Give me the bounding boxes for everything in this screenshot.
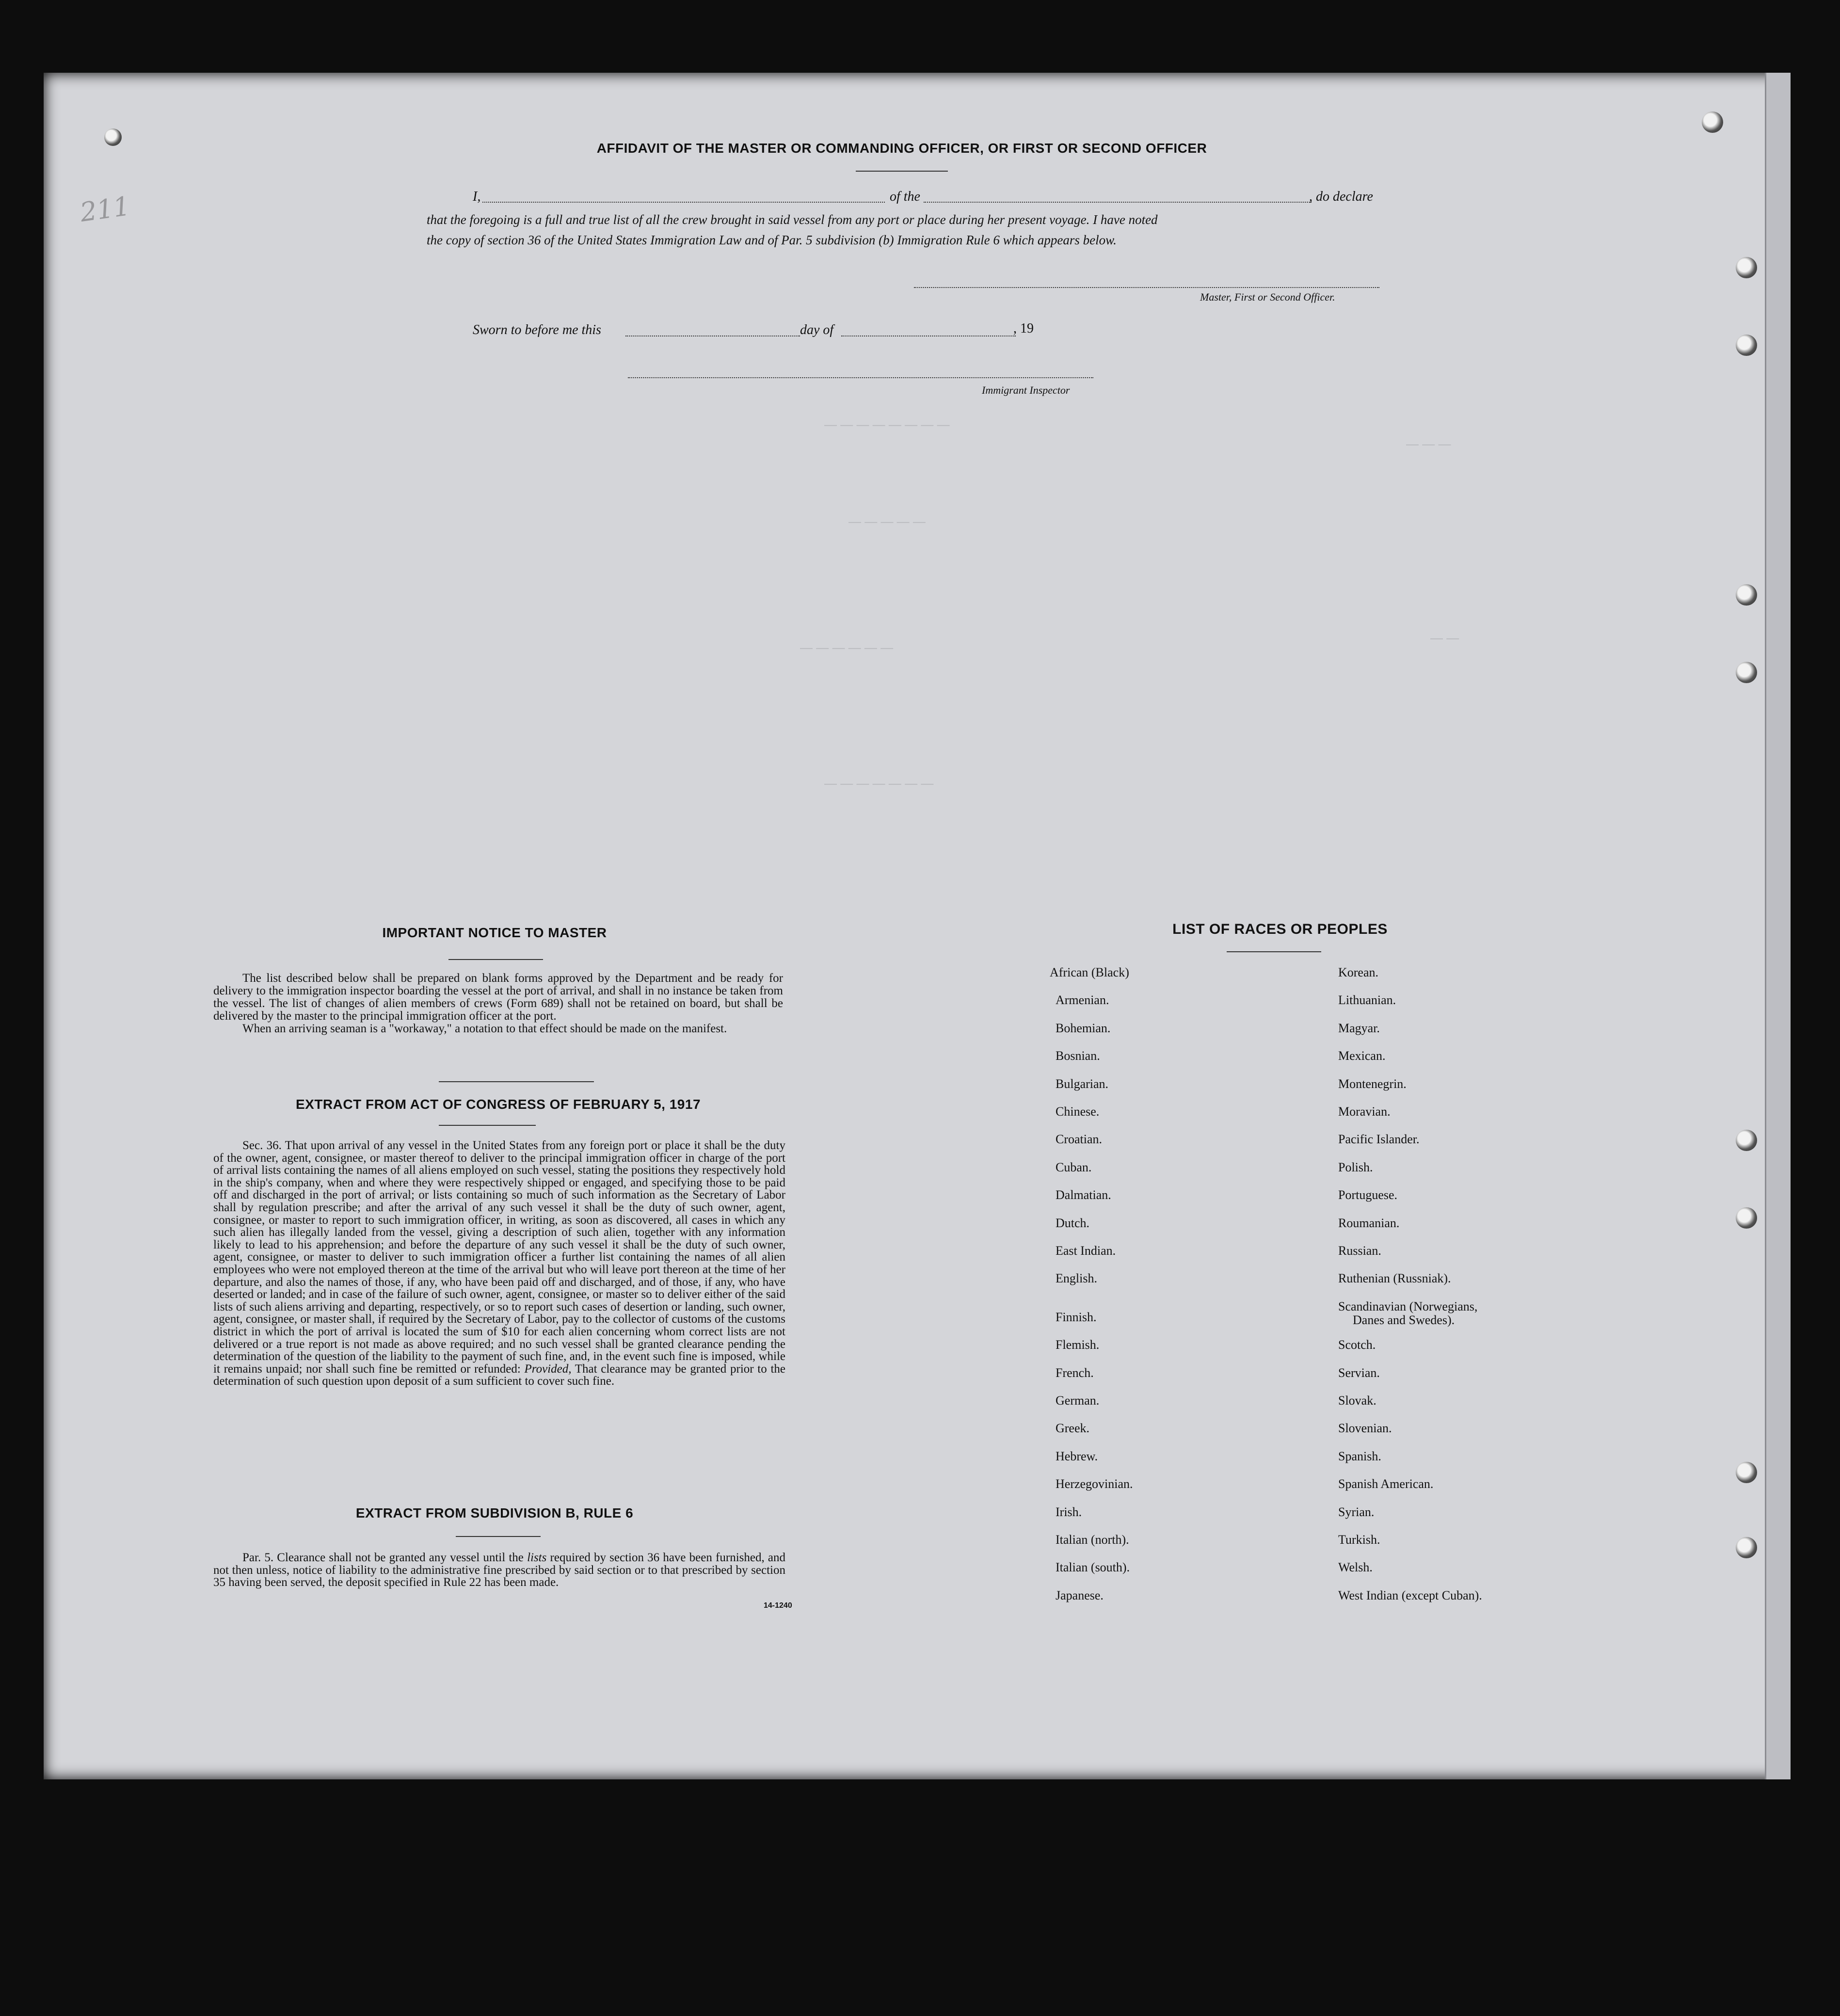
races-title: LIST OF RACES OR PEOPLES xyxy=(1172,921,1388,937)
race-item: Finnish. xyxy=(1056,1310,1097,1324)
race-item: Italian (south). xyxy=(1056,1560,1130,1575)
sworn-day-of: day of xyxy=(800,322,834,337)
race-item: Slovak. xyxy=(1338,1393,1376,1408)
punch-hole xyxy=(1702,112,1723,133)
race-item: Japanese. xyxy=(1056,1588,1104,1602)
name-field[interactable] xyxy=(482,202,885,203)
races-title-rule xyxy=(1227,951,1321,952)
inspector-label: Immigrant Inspector xyxy=(982,384,1070,396)
rule-extract-text xyxy=(213,1552,785,1589)
bleed-through: — — — — — — xyxy=(800,640,894,655)
race-item: West Indian (except Cuban). xyxy=(1338,1588,1482,1602)
race-item: Hebrew. xyxy=(1056,1449,1098,1463)
race-item: Syrian. xyxy=(1338,1504,1375,1519)
race-item: Bosnian. xyxy=(1056,1049,1100,1063)
race-item: Dalmatian. xyxy=(1056,1188,1111,1202)
form-number: 14-1240 xyxy=(764,1601,792,1610)
race-item: African (Black) xyxy=(1050,965,1129,979)
section-36-end: That clearance may be granted prior to the determination of such question upon deposit of a sum sufficient to cover such fine. xyxy=(213,1362,785,1388)
race-item: German. xyxy=(1056,1393,1100,1408)
race-item: Italian (north). xyxy=(1056,1533,1129,1547)
race-item: Slovenian. xyxy=(1338,1421,1392,1436)
punch-hole xyxy=(1736,257,1757,278)
race-item: Portuguese. xyxy=(1338,1188,1398,1202)
race-item: Spanish. xyxy=(1338,1449,1381,1463)
master-signature-field[interactable] xyxy=(914,287,1379,288)
affidavit-line-3: the copy of section 36 of the United States Immigration Law and of Par. 5 subdivision (b) Immigration Rule 6 which appears below. xyxy=(427,233,1117,247)
race-item: Scotch. xyxy=(1338,1338,1376,1352)
notice-text xyxy=(213,972,783,1035)
vessel-field[interactable] xyxy=(924,202,1312,203)
sworn-prefix: Sworn to before me this xyxy=(473,322,601,337)
act-extract-title: EXTRACT FROM ACT OF CONGRESS OF FEBRUARY 5, 1917 xyxy=(295,1097,701,1112)
punch-hole xyxy=(1736,662,1757,683)
race-item: Russian. xyxy=(1338,1244,1381,1258)
rule-extract-title: EXTRACT FROM SUBDIVISION B, RULE 6 xyxy=(355,1505,634,1520)
section-label: Sec. 36. xyxy=(242,1139,282,1152)
race-item: Montenegrin. xyxy=(1338,1076,1407,1091)
race-item: Mexican. xyxy=(1338,1049,1386,1063)
affidavit-title-rule xyxy=(856,171,948,172)
rule-extract-rule xyxy=(456,1536,541,1537)
act-extract-rule xyxy=(439,1125,536,1126)
race-item: Bulgarian. xyxy=(1056,1076,1109,1091)
race-item: Pacific Islander. xyxy=(1338,1132,1420,1147)
race-item: Greek. xyxy=(1056,1421,1090,1436)
punch-hole xyxy=(1736,335,1757,356)
bleed-through: — — xyxy=(1430,630,1459,645)
race-item: Moravian. xyxy=(1338,1104,1391,1119)
sworn-year: , 19 xyxy=(1013,321,1034,336)
act-extract-text xyxy=(213,1139,785,1388)
inspector-signature-field[interactable] xyxy=(628,377,1093,378)
race-item: English. xyxy=(1056,1271,1097,1286)
master-signature-label: Master, First or Second Officer. xyxy=(1200,291,1335,303)
punch-hole xyxy=(104,128,122,146)
race-item: Croatian. xyxy=(1056,1132,1103,1147)
rule-body-start: Par. 5. Clearance shall not be granted any vessel until the xyxy=(242,1551,524,1564)
race-item: Lithuanian. xyxy=(1338,993,1396,1008)
race-item: Roumanian. xyxy=(1338,1216,1400,1230)
race-item: Ruthenian (Russniak). xyxy=(1338,1271,1451,1286)
race-item: French. xyxy=(1056,1365,1094,1380)
page-edge xyxy=(1765,73,1791,1779)
race-item: Spanish American. xyxy=(1338,1477,1434,1491)
affidavit-title: AFFIDAVIT OF THE MASTER OR COMMANDING OFFICER, OR FIRST OR SECOND OFFICER xyxy=(596,141,1207,156)
race-item: Armenian. xyxy=(1056,993,1109,1008)
notice-paragraph-1: The list described below shall be prepared on blank forms approved by the Department and be ready for delivery to the immigration inspector boarding the vessel at the port of arrival, and shall in no instance be taken from the vessel. The list of changes of alien members of crews (Form 689) shall not be retained on board, but shall be delivered by the master to the principal immigration officer at the port. xyxy=(213,972,783,1023)
race-item: Dutch. xyxy=(1056,1216,1090,1230)
bleed-through: — — — — — — — xyxy=(824,776,934,790)
punch-hole xyxy=(1736,1462,1757,1483)
bleed-through: — — — — — — — — xyxy=(824,417,950,432)
punch-hole xyxy=(1736,584,1757,606)
notice-title: IMPORTANT NOTICE TO MASTER xyxy=(382,925,607,940)
notice-title-rule xyxy=(448,959,543,960)
provided-word: Provided, xyxy=(524,1362,572,1376)
race-item: Flemish. xyxy=(1056,1338,1100,1352)
affidavit-i: I, xyxy=(473,189,481,204)
section-36-body: That upon arrival of any vessel in the United States from any foreign port or place it shall be the duty of the owner, agent, consignee, or master thereof to deliver to the principal immigration officer in charge of the port of arrival lists containing the names of all aliens employed on such vessel, stating the positions they respectively hold in the ship's company, when and where they were respectively shipped or engaged, and specifying those to be paid off and discharged in the port of arrival; or lists containing so much of such information as the Secretary of Labor shall by regulation prescribe; and after the arrival of any such vessel it shall be the duty of such owner, agent, consignee, or master to report to such immigration officer, in writing, as soon as discovered, all cases in which any such alien has illegally landed from the vessel, giving a description of such alien, together with any information likely to lead to his apprehension; and before the departure of any such vessel it shall be the duty of such owner, agent, consignee, or master to deliver to such immigration officer a further list containing the names of all alien employees who were not employed thereon at the time of the arrival but who will leave port thereon at the time of her departure, and also the names of those, if any, who have been paid off and discharged, and of those, if any, who have deserted or landed; and in case of the failure of such owner, agent, consignee, or master so to deliver either of the said lists of such aliens arriving and departing, respectively, or so to report such cases of desertion or landing, such owner, agent, consignee, or master shall, if required by the Secretary of Labor, pay to the collector of customs of the customs district in which the port of arrival is located the sum of $10 for each alien concerning whom correct lists are not delivered or a true report is not made as above required; and no such vessel shall be granted clearance pending the determination of the question of the liability to the payment of such fine, and, in the event such fine is imposed, while it remains unpaid; nor shall such fine be remitted or refunded: xyxy=(213,1139,785,1376)
affidavit-declare: , do declare xyxy=(1309,189,1373,204)
punch-hole xyxy=(1736,1130,1757,1151)
bleed-through: — — — — — xyxy=(848,514,926,528)
margin-note: 211 xyxy=(78,191,132,228)
race-item: Bohemian. xyxy=(1056,1021,1111,1035)
lists-word: lists xyxy=(527,1551,547,1564)
race-item: Scandinavian (Norwegians, xyxy=(1338,1299,1478,1313)
race-item: Irish. xyxy=(1056,1504,1082,1519)
race-item: Servian. xyxy=(1338,1365,1380,1380)
punch-hole xyxy=(1736,1537,1757,1558)
race-item: Welsh. xyxy=(1338,1560,1373,1575)
race-item: Turkish. xyxy=(1338,1533,1380,1547)
race-item: Cuban. xyxy=(1056,1160,1092,1174)
notice-paragraph-2: When an arriving seaman is a "workaway," a notation to that effect should be made on the manifest. xyxy=(242,1022,727,1035)
race-item: Danes and Swedes). xyxy=(1353,1312,1455,1327)
race-item: Chinese. xyxy=(1056,1104,1100,1119)
race-item: Korean. xyxy=(1338,965,1379,979)
race-item: East Indian. xyxy=(1056,1244,1116,1258)
notice-separator xyxy=(439,1081,594,1082)
affidavit-line-2: that the foregoing is a full and true list of all the crew brought in said vessel from any port or place during her present voyage. I have noted xyxy=(427,212,1158,227)
race-item: Magyar. xyxy=(1338,1021,1380,1035)
punch-hole xyxy=(1736,1207,1757,1229)
race-item: Herzegovinian. xyxy=(1056,1477,1133,1491)
bleed-through: — — — xyxy=(1406,436,1451,451)
race-item: Polish. xyxy=(1338,1160,1373,1174)
affidavit-of-the: of the xyxy=(890,189,920,204)
rule-body-end: required by section 36 have been furnished, and not then unless, notice of liability to the administrative fine prescribed by said section or to that prescribed by section 35 having been served, the deposit specified in Rule 22 has been made. xyxy=(213,1551,785,1589)
